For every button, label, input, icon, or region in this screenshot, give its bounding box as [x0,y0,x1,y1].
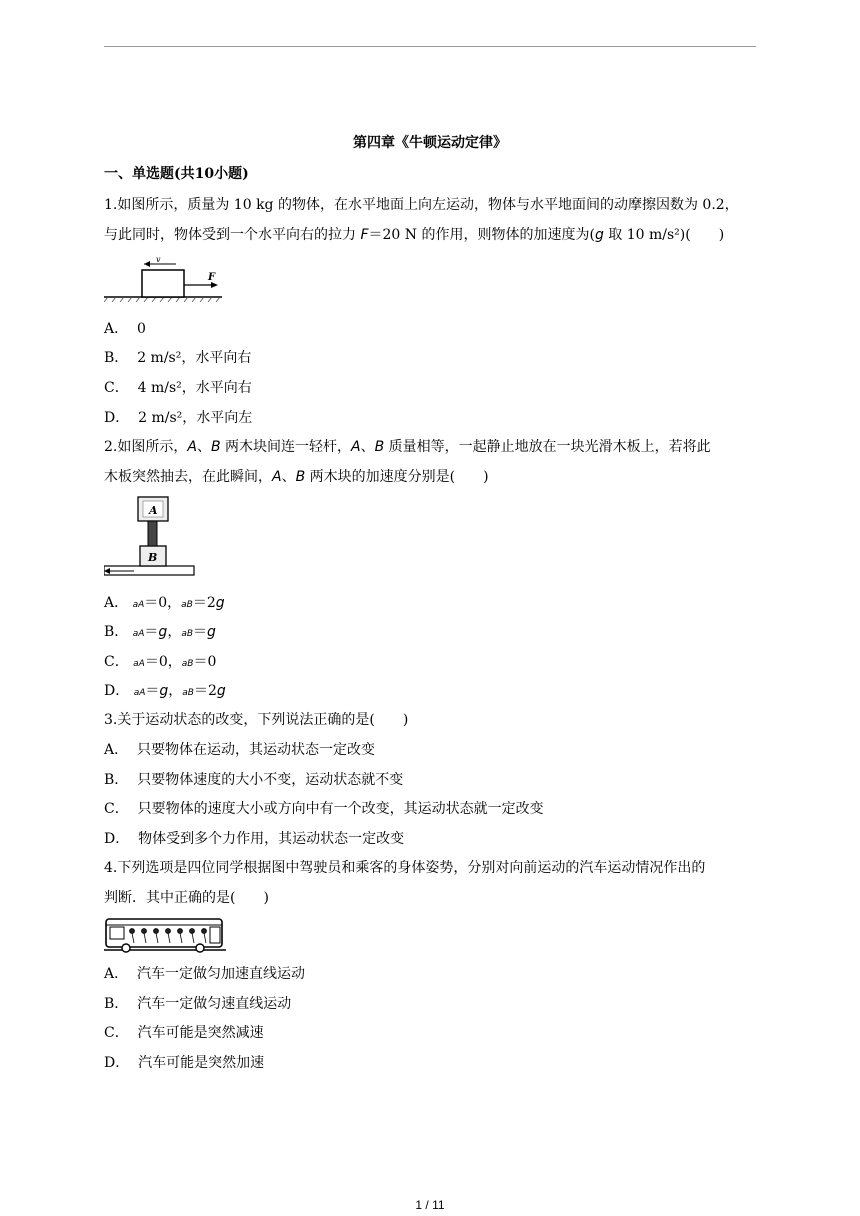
q1-stem-line1: 1.如图所示，质量为 10 kg 的物体，在水平地面上向左运动，物体与水平地面间的动摩擦因数为 0.2， [104,197,739,213]
q1-velocity-label: v [156,255,161,264]
q1-option-c[interactable]: C． 4 m/s²，水平向右 [104,380,252,396]
q4-option-d[interactable]: D． 汽车可能是突然加速 [104,1055,265,1071]
header-rule [104,46,756,47]
q1-option-d[interactable]: D． 2 m/s²，水平向左 [104,410,253,426]
q4-figure-bus [104,916,226,954]
q2-figure-blocks [104,494,196,584]
q3-option-a[interactable]: A． 只要物体在运动，其运动状态一定改变 [104,742,376,758]
q2-option-c[interactable]: C． aA＝0，aB＝0 [104,654,217,670]
q1-option-b[interactable]: B． 2 m/s²，水平向右 [104,350,252,366]
section-heading: 一、单选题(共10小题) [104,166,249,182]
q2-block-a-label: A [149,504,158,517]
q2-stem-line1: 2.如图所示，A、B 两木块间连一轻杆，A、B 质量相等，一起静止地放在一块光滑木板上，若将此 [104,439,711,455]
q2-block-b-label: B [148,551,158,564]
q3-option-b[interactable]: B． 只要物体速度的大小不变，运动状态就不变 [104,772,404,788]
q1-force-label: F [208,272,216,283]
q4-stem-line1: 4.下列选项是四位同学根据图中驾驶员和乘客的身体姿势，分别对向前运动的汽车运动情况作出的 [104,860,706,876]
q1-figure-block [104,253,224,303]
q3-option-c[interactable]: C． 只要物体的速度大小或方向中有一个改变，其运动状态就一定改变 [104,801,544,817]
q2-option-d[interactable]: D． aA＝g，aB＝2g [104,683,226,699]
q2-stem-line2: 木板突然抽去，在此瞬间，A、B 两木块的加速度分别是( ) [104,469,489,485]
page-title: 第四章《牛顿运动定律》 [353,135,507,151]
page-number: 1 / 11 [415,1198,445,1212]
q4-option-b[interactable]: B． 汽车一定做匀速直线运动 [104,996,292,1012]
q1-stem-line2: 与此同时，物体受到一个水平向右的拉力 F＝20 N 的作用，则物体的加速度为(g 取 10 m/s²)( ) [104,227,725,243]
q2-option-a[interactable]: A． aA＝0，aB＝2g [104,595,225,611]
q3-option-d[interactable]: D． 物体受到多个力作用，其运动状态一定改变 [104,831,405,847]
q1-option-a[interactable]: A． 0 [104,321,146,337]
q4-stem-line2: 判断．其中正确的是( ) [104,890,269,906]
q4-option-a[interactable]: A． 汽车一定做匀加速直线运动 [104,966,306,982]
q3-stem: 3.关于运动状态的改变，下列说法正确的是( ) [104,712,409,728]
q2-option-b[interactable]: B． aA＝g，aB＝g [104,624,216,640]
q4-option-c[interactable]: C． 汽车可能是突然减速 [104,1025,264,1041]
